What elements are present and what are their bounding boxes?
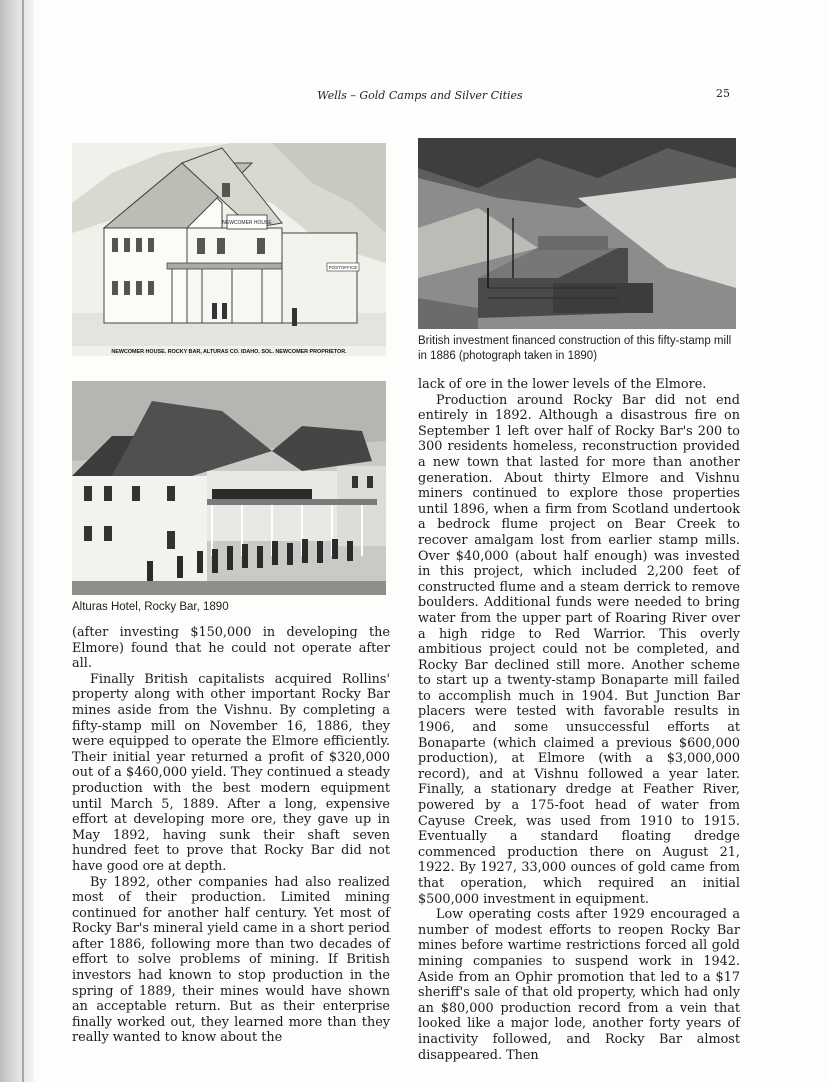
stamp-mill-photo [418,138,736,329]
newcomer-house-engraving [72,143,386,356]
right-paragraph-3: Low operating costs after 1929 encouraged a number of modest efforts to reopen Rocky Bar mines before wartime restrictions forced all gold mining companies to suspend work in 1942. Aside from an Ophir promotion that led to a $17 sheriff's sale of that old property, which had only an $80,000 production record from a vein that looked like a major lode, another forty years of inactivity followed, and Rocky Bar almost disappeared. Then [418,907,740,1063]
right-column [418,377,740,1063]
left-paragraph-3: By 1892, other companies had also realized most of their production. Limited mining continued for another half century. Yet most of Rocky Bar's mineral yield came in a short period after 1886, following more than two decades of effort to solve problems of mining. If British investors had known to stop production in the spring of 1889, their mines would have shown an acceptable return. But as their enterprise finally worked out, they learned more than they really wanted to know about the [72,874,390,1046]
post-office-sign-text: POSTOFFICE [328,265,358,270]
gutter-edge [22,0,24,1082]
alturas-hotel-photo [72,381,386,595]
page-number: 25 [716,87,730,100]
left-column [72,625,390,1046]
left-paragraph-1: (after investing $150,000 in developing the Elmore) found that he could not operate after all. [72,625,390,672]
alturas-hotel-caption: Alturas Hotel, Rocky Bar, 1890 [72,601,229,613]
left-paragraph-2: Finally British capitalists acquired Rollins' property along with other important Rocky Bar mines aside from the Vishnu. By completing a fifty-stamp mill on November 16, 1886, they were equipped to operate the Elmore efficiently. Their initial year returned a profit of $320,000 out of a $460,000 yield. They continued a steady production with the best modern equipment until March 5, 1889. After a long, expensive effort at developing more ore, they gave up in May 1892, having sunk their shaft seven hundred feet to prove that Rocky Bar did not have good ore at depth. [72,671,390,874]
hotel-sign-text: NEWCOMER HOUSE [222,220,272,226]
stamp-mill-caption: British investment financed construction of this fifty-stamp mill in 1886 (photograph taken in 1890) [418,335,732,362]
engraving-caption: NEWCOMER HOUSE. ROCKY BAR, ALTURAS CO. IDAHO. SOL. NEWCOMER PROPRIETOR. [111,349,347,355]
right-paragraph-1: lack of ore in the lower levels of the Elmore. [418,377,707,392]
running-title: Wells – Gold Camps and Silver Cities [317,89,523,102]
book-gutter [0,0,34,1082]
right-paragraph-2: Production around Rocky Bar did not end entirely in 1892. Although a disastrous fire on September 1 left over half of Rocky Bar's 200 to 300 residents homeless, reconstruction provided a new town that lasted for more than another generation. About thirty Elmore and Vishnu miners continued to explore those properties until 1896, when a firm from Scotland undertook a bedrock flume project on Bear Creek to recover amalgam lost from earlier stamp mills. Over $40,000 (about half enough) was invested in this project, which included 2,200 feet of constructed flume and a steam derrick to remove boulders. Additional funds were needed to bring water from the upper part of Roaring River over a high ridge to Red Warrior. This overly ambitious project could not be completed, and Rocky Bar declined still more. Another scheme to start up a twenty-stamp Bonaparte mill failed to accomplish much in 1904. But Junction Bar placers were tested with favorable results in 1906, and some unsuccessful efforts at Bonaparte (which claimed a previous $600,000 production), at Elmore (with a $3,000,000 record), and at Vishnu followed a year later. Finally, a stationary dredge at Feather River, powered by a 175-foot head of water from Cayuse Creek, was used from 1910 to 1915. Eventually a standard floating dredge commenced production there on August 21, 1922. By 1927, 33,000 ounces of gold came from that operation, which required an initial $500,000 investment in equipment. [418,392,740,907]
